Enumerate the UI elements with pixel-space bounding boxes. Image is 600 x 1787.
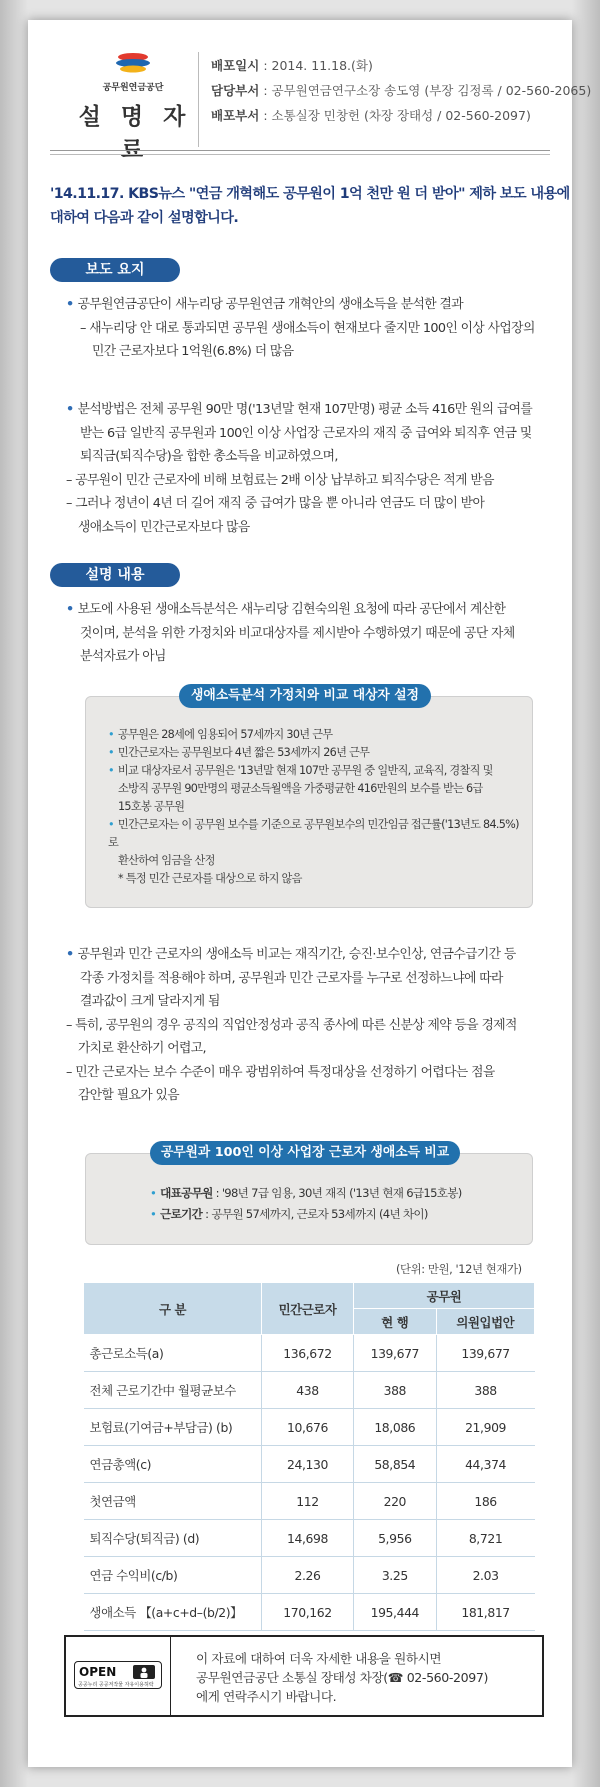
table-row [84,1594,535,1631]
method-cont-1: 받는 6급 일반직 공무원과 100인 이상 사업장 근로자의 재직 중 급여와 퇴직후 연금 및 [80,425,532,441]
meta-dept [211,81,591,99]
assumption-text: 비교 대상자로서 공무원은 '13년말 현재 107만 공무원 중 일반직, 교육직, 경찰직 및 [117,764,493,777]
header-rule-1 [50,150,550,151]
assumption-note: * 특정 민간 근로자를 대상으로 하지 않음 [118,872,302,885]
table-row [84,1483,535,1520]
explanation2-line-1: 공무원과 민간 근로자의 생애소득 비교는 재직기간, 승진·보수인상, 연금수급기간 등 [77,947,516,962]
explanation-line [66,598,566,622]
assumption-cont: 15호봉 공무원 [118,800,185,813]
row-label: 퇴직수당(퇴직금) (d) [84,1520,262,1557]
th-current: 현 행 [354,1309,437,1335]
row-value: 2.26 [262,1557,354,1594]
method-sub-2: – 그러나 정년이 4년 더 길어 재직 중 급여가 많을 뿐 아니라 연금도 더 많이 받아 [66,496,485,511]
row-value: 24,130 [262,1446,354,1483]
row-label: 첫연금액 [84,1483,262,1520]
th-private: 민간근로자 [262,1283,354,1335]
explanation-item-1 [66,598,566,669]
row-value: 112 [262,1483,354,1520]
income-table [83,1282,535,1631]
meta-release-value: : 소통실장 민창헌 (차장 장태성 / 02-560-2097) [263,108,531,123]
meta-date-label: 배포일시 [211,58,260,73]
comparison-line [150,1204,530,1225]
comparison-text: : '98년 7급 임용, 30년 재직 ('13년 현재 6급15호봉) [212,1186,462,1200]
header-rule-2 [50,154,550,155]
meta-release [211,106,531,124]
explanation2-sub-1-cont: 가치로 환산하기 어렵고, [78,1041,207,1056]
bullet-dot: • [108,818,114,831]
open-license-badge [66,1637,171,1715]
comparison-box-title: 공무원과 100인 이상 사업장 근로자 생애소득 비교 [150,1141,460,1165]
bullet-dot: • [66,297,74,312]
comparison-line [150,1183,530,1204]
comparison-list [150,1183,530,1225]
assumption-text: 민간근로자는 이 공무원 보수를 기준으로 공무원보수의 민간임금 접근률('13년도 84.5%)로 [108,818,519,849]
explanation2-sub-2: – 민간 근로자는 보수 수준이 매우 광범위하여 특정대상을 선정하기 어렵다는 점을 [66,1064,495,1080]
income-table-body [84,1335,535,1631]
row-label: 연금 수익비(c/b) [84,1557,262,1594]
comparison-label: 대표공무원 [160,1186,213,1200]
contact-line-2: 공무원연금공단 소통실 장태성 차장(☎ 02-560-2097) [196,1670,489,1685]
open-license-sub: 공공누리 공공저작물 자유이용허락 [78,1682,154,1688]
method-item [66,398,566,422]
summary-item [66,293,566,317]
bullet-dot: • [66,402,74,417]
header-divider [198,52,199,147]
row-value: 44,374 [436,1446,534,1483]
assumption-line [108,744,528,762]
row-label: 총근로소득(a) [84,1335,262,1372]
summary-sub: – 새누리당 안 대로 통과되면 공무원 생애소득이 현재보다 줄지만 100인 이상 사업장의 [80,320,535,336]
contact-line-1: 이 자료에 대하여 더욱 자세한 내용을 원하시면 [196,1651,442,1666]
row-value: 181,817 [436,1594,534,1631]
row-label: 연금총액(c) [84,1446,262,1483]
assumptions-list [108,726,528,888]
explanation2-sub-1: – 특히, 공무원의 경우 공직의 직업안정성과 공직 종사에 따른 신분상 제약 등을 경제적 [66,1017,517,1033]
assumption-line [108,726,528,744]
row-label: 생애소득 【(a+c+d–(b/2)】 [84,1594,262,1631]
th-public: 공무원 [354,1283,535,1309]
contact-line-3: 에게 연락주시기 바랍니다. [196,1689,337,1704]
comparison-text: : 공무원 57세까지, 근로자 53세까지 (4년 차이) [202,1207,428,1221]
lead-line-2: 대하여 다음과 같이 설명합니다. [50,210,239,226]
org-logo [88,50,178,93]
explanation-line-1: 보도에 사용된 생애소득분석은 새누리당 김현숙의원 요청에 따라 공단에서 계산한 [77,602,506,617]
comparison-label: 근로기간 [160,1207,203,1221]
row-value: 139,677 [436,1335,534,1372]
th-bill: 의원입법안 [436,1309,534,1335]
assumption-line [108,816,528,852]
table-row [84,1520,535,1557]
unit-note: (단위: 만원, '12년 현재가) [396,1262,522,1276]
method-cont-2: 퇴직금(퇴직수당)을 합한 총소득을 비교하였으며, [80,449,338,464]
row-label: 보험료(기여금+부담금) (b) [84,1409,262,1446]
row-label: 전체 근로기간中 월평균보수 [84,1372,262,1409]
table-row [84,1557,535,1594]
method-sub-2-cont: 생애소득이 민간근로자보다 많음 [78,519,250,535]
explanation2-sub-2-cont: 감안할 필요가 있음 [78,1088,180,1103]
bullet-dot: • [66,602,74,617]
contact-footer [64,1635,544,1717]
method-sub-1: – 공무원이 민간 근로자에 비해 보험료는 2배 이상 납부하고 퇴직수당은 적게 받음 [66,472,494,488]
contact-text [196,1649,488,1706]
row-value: 14,698 [262,1520,354,1557]
org-logo-icon [113,50,153,74]
table-row [84,1446,535,1483]
explanation-line-3: 분석자료가 아님 [80,649,166,664]
bullet-dot: • [108,764,114,777]
row-value: 8,721 [436,1520,534,1557]
assumption-text: 민간근로자는 공무원보다 4년 짧은 53세까지 26년 근무 [117,746,370,759]
meta-release-label: 배포부서 [211,108,260,123]
open-license-label: OPEN [79,1665,117,1679]
summary-sub-cont: 민간 근로자보다 1억원(6.8%) 더 많음 [92,344,294,359]
method-block [66,398,566,539]
row-value: 170,162 [262,1594,354,1631]
explanation2-line-2: 각종 가정치를 적용해야 하며, 공무원과 민간 근로자를 누구로 선정하느냐에 따라 [80,970,503,986]
row-value: 220 [354,1483,437,1520]
assumption-cont: 환산하여 임금을 산정 [118,854,215,867]
org-logo-label: 공무원연금공단 [102,83,164,93]
explanation-line-2: 것이며, 분석을 위한 가정치와 비교대상자를 제시받아 수행하였기 때문에 공단 자체 [80,625,515,641]
summary-bullet-1: 공무원연금공단이 새누리당 공무원연금 개혁안의 생애소득을 분석한 결과 [77,297,464,312]
row-value: 5,956 [354,1520,437,1557]
assumptions-box-title: 생애소득분석 가정치와 비교 대상자 설정 [179,684,431,708]
assumption-line [108,762,528,780]
section-title-explanation: 설명 내용 [50,563,180,587]
section-title-summary: 보도 요지 [50,258,180,282]
doc-title: 설 명 자 [78,104,192,130]
meta-dept-label: 담당부서 [211,83,260,98]
row-value: 21,909 [436,1409,534,1446]
bullet-dot: • [108,728,114,741]
open-license-person-icon [133,1665,155,1679]
row-value: 388 [354,1372,437,1409]
row-value: 10,676 [262,1409,354,1446]
bullet-dot: • [66,947,74,962]
bullet-dot: • [150,1186,157,1200]
row-value: 139,677 [354,1335,437,1372]
assumption-cont: 소방직 공무원 90만명의 평균소득월액을 가중평균한 416만원의 보수를 받는 6급 [118,782,483,795]
row-value: 186 [436,1483,534,1520]
row-value: 3.25 [354,1557,437,1594]
bullet-dot: • [108,746,114,759]
row-value: 2.03 [436,1557,534,1594]
meta-date-value: : 2014. 11.18.(화) [263,58,373,73]
summary-block [66,293,566,364]
bullet-dot: • [150,1207,157,1221]
table-row [84,1372,535,1409]
explanation-line [66,943,566,967]
row-value: 58,854 [354,1446,437,1483]
row-value: 18,086 [354,1409,437,1446]
document-paper [28,20,592,1767]
th-category: 구 분 [84,1283,262,1335]
lead-statement [50,182,580,230]
row-value: 136,672 [262,1335,354,1372]
explanation2-line-3: 결과값이 크게 달라지게 됨 [80,994,220,1009]
explanation-item-2 [66,943,566,1108]
method-bullet: 분석방법은 전체 공무원 90만 명('13년말 현재 107만명) 평균 소득 416만 원의 급여를 [77,402,533,417]
lead-line-1: '14.11.17. KBS뉴스 "연금 개혁해도 공무원이 1억 천만 원 더 받아" 제하 보도 내용에 [50,186,570,202]
row-value: 438 [262,1372,354,1409]
row-value: 388 [436,1372,534,1409]
meta-date [211,56,373,74]
table-row [84,1409,535,1446]
assumption-text: 공무원은 28세에 임용되어 57세까지 30년 근무 [117,728,333,741]
meta-dept-value: : 공무원연금연구소장 송도영 (부장 김정록 / 02-560-2065) [263,83,592,98]
open-license-frame [74,1661,162,1689]
table-row [84,1335,535,1372]
row-value: 195,444 [354,1594,437,1631]
income-table-wrap [83,1282,535,1631]
